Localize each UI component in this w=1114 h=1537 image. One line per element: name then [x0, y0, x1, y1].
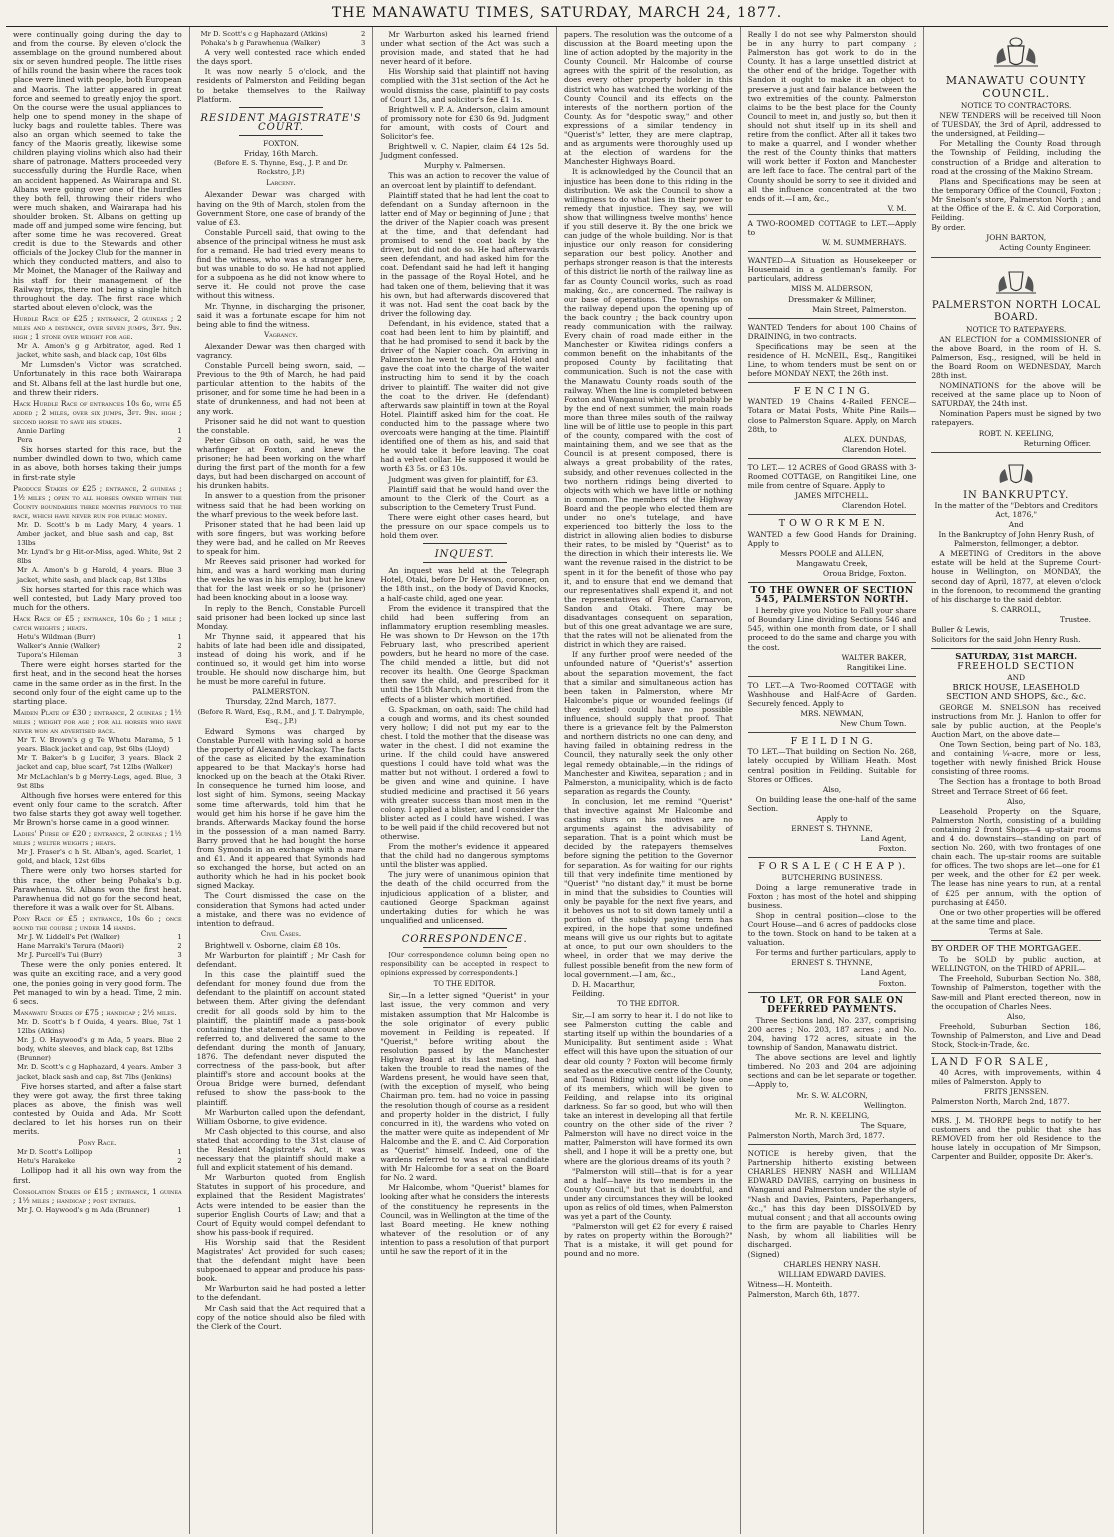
advert-fencing	[748, 382, 917, 458]
advert-to-let-acres	[748, 458, 917, 514]
column-2	[190, 27, 374, 1534]
article-text: Defendant, in his evidence, stated that a coat had been lent to him by plaintiff, and that he had promised to send it back by the driver of the Napier coach. On arriving in Palmerston he went to the Royal Hotel and gave the coat into the charge of the waiter instructing him to send it by the coach driver to plaintiff. The waiter did not give the coat to the driver. He (defendant) afterwards saw plaintiff in town at the Royal Hotel. Plaintiff asked him for the coat. He conducted him to the passage where two overcoats were hanging at the time. Plaintiff identified one of them as his, and said that he would take it before leaving. The coat had a velvet collar. He supposed it would be worth £3 5s. or £3 10s.	[380, 318, 549, 474]
race-title: Maiden Plate of £30 ; entrance, 2 guineas ; 1½ miles ; weight for age ; for all horses who have never won an advertised race.	[13, 707, 182, 736]
article-text: Edward Symons was charged by Constable Purcell with having sold a horse the property of Alexander Mackay. The facts of the case as elicited by the examination appeared to be that Mackay's horse had knocked up on the beach at the Otaki River. In consequence he turned him loose, and lost sight of him. Symons, seeing Mackay some time afterwards, told him that he would get him his horse if he gave him the brands. Afterwards Mackay found the horse in the possession of a man named Barry. Barry proved that he had bought the horse from Symonds in an exchange with a mare and £1. And it appeared that Symonds had so exchanged the horse, but acted on an authority which he had in his pocket book signed Mackay.	[196, 726, 366, 891]
letter-heading: TO THE EDITOR.	[617, 999, 680, 1008]
advert-signature: Buller & Lewis,	[931, 625, 990, 635]
advert-land-for-sale	[931, 1053, 1101, 1110]
race-entry: Mr McLachlan's b g Merry-Legs, aged. Blue, 9st 8lbs 3	[17, 772, 182, 790]
advert-text: NEW TENDERS will be received till Noon of TUESDAY, the 3rd of April, addressed to the undersigned, at Feilding—	[931, 111, 1101, 139]
advert-title: F E N C I N G.	[793, 386, 871, 398]
article-text: Mr Reeves said prisoner had worked for him, and was a hard working man during the weeks he was in his employ, but he knew that for the last week or so he (prisoner) had been knocking about in a loose way.	[196, 557, 366, 603]
race-entry: Mr J. Fraser's c h St. Alban's, aged. Scarlet, gold, and black, 12st 6lbs 1	[17, 848, 182, 866]
advert-signature: Mangawatu Creek,	[796, 558, 868, 568]
article-text: Mr Thynne said, it appeared that his habits of late had been idle and dissipated, instead of doing his work, and if he continued so, it would get him into worse trouble. He should now discharge him, but he must be more careful in future.	[196, 631, 366, 687]
race-entry: Mr J. Purcell's Tui (Burr) 3	[17, 951, 182, 960]
race-title: Manawatu Stakes of £75 ; handicap ; 2½ miles.	[13, 1007, 177, 1017]
race-entry: Annie Darling 1	[17, 427, 182, 436]
advert-text: One or two other properties will be offered at the same time and place.	[931, 907, 1101, 926]
advert-subtitle: BUTCHERING BUSINESS.	[781, 872, 883, 882]
advert-signature: MISS M. ALDERSON,	[791, 284, 873, 294]
coat-of-arms-icon	[931, 30, 1101, 74]
advert-subtitle: NOTICE TO RATEPAYERS.	[966, 324, 1067, 334]
article-text: Alexander Dewar was then charged with vagrancy.	[196, 341, 366, 360]
advert-text: WANTED 19 Chains 4-Railed FENCE—Totara or Matai Posts, White Pine Rails—close to Palmerston Square. Apply, on March 28th, to	[747, 397, 917, 434]
advert-text: Plans and Specifications may be seen at the temporary Office of the Council, Foxton ; Mr Snelson's store, Palmerston North ; and at the Office of the E. & C. Aid Corporation, Feilding.	[931, 176, 1101, 223]
advert-signature: ERNEST S. THYNNE,	[791, 824, 873, 834]
article-text: From the mother's evidence it appeared that the child had no dangerous symptoms until the blister was applied.	[380, 842, 549, 870]
advert-text: One Town Section, being part of No. 183, and containing ¼-acre, more or less, together with newly finished Brick House consisting of three rooms.	[931, 740, 1101, 777]
race-report-text: Six horses started for this race, but the number dwindled down to two, which came in as above, both horses taking their jumps in first-rate style	[13, 445, 182, 482]
article-text: Brightwell v. C. Napier, claim £4 12s 5d. Judgment confessed.	[380, 142, 549, 161]
advert-text: GEORGE M. SNELSON has received instructions from Mr. J. Hanlon to offer for sale by public auction, at the People's Auction Mart, on the above date—	[931, 702, 1101, 739]
advert-text: On building lease the one-half of the same Section.	[747, 794, 917, 813]
advert-text: Three Sections land, No. 237, comprising 200 acres ; No. 203, 187 acres ; and No. 204, having 172 acres, situate in the township of Sandon, Manawatu district.	[747, 1015, 917, 1053]
race-entry: Mr J. O. Haywood's g m Ada (Brunner) 1	[17, 1205, 182, 1214]
advert-subtitle: NOTICE TO CONTRACTORS.	[960, 101, 1072, 110]
divider	[423, 928, 507, 929]
race-title: Pony Race.	[78, 1138, 117, 1148]
article-text: Brightwell v. P. A. Anderson, claim amount of promissory note for £30 6s 9d. Judgment for amount, with costs of Court and Solicitor's fee.	[380, 104, 549, 142]
advert-text: The Section has a frontage to both Broad Street and Terrace Street of 66 feet.	[931, 777, 1101, 796]
advert-date: SATURDAY, 31st MARCH.	[955, 652, 1078, 663]
advert-text: A TWO-ROOMED COTTAGE to LET.—Apply to	[747, 218, 917, 237]
race-entry: Mr. D. Scott's c g Haphazard, 4 years. Amber jacket, black sash and cap, 8st 7lbs (Jenkins) 3	[17, 1063, 182, 1081]
article-text: Constable Purcell said, that owing to the absence of the principal witness he must ask for a remand. He had tried every means to find the witness, who was a stranger here, but was unable to do so. He had not applied for a subpoena as he did not know where to serve it. He could not prove the case without this witness.	[196, 227, 366, 301]
article-text: Mr Warburton said he had posted a letter to the defendant.	[196, 1284, 366, 1303]
article-text: The Court dismissed the case on the consideration that Symons had acted under a mistake, and there was no evidence of intention to defraud.	[196, 891, 366, 928]
case-type: Larceny.	[266, 179, 296, 188]
section-heading: INQUEST.	[434, 549, 495, 561]
article-text: Mr Warburton for plaintiff ; Mr Cash for defendant.	[196, 951, 366, 970]
advert-text: In the matter of the "Debtors and Creditors Act, 1876,"	[934, 500, 1098, 519]
advert-draining-tenders	[748, 318, 917, 383]
advert-signature: Messrs POOLE and ALLEN,	[779, 548, 885, 558]
advert-signature: Foxton.	[878, 978, 907, 988]
advert-signature: Wellington.	[863, 1100, 907, 1110]
advert-text: AN ELECTION for a COMMISSIONER of the above Board, in the room of H. S. Palmerson, Esq., resigned, will be held in the Board Room on WEDNESDAY, March 28th inst.	[931, 334, 1101, 380]
court-bench: (Before E. S. Thynne, Esq., J. P. and Dr. Rockstro, J.P.)	[214, 159, 348, 177]
article-text: G. Spackman, on oath, said: The child had a cough and worms, and its chest sounded very hollow; I did not put my ear to the chest. I told the mother that the disease was water in the chest. I did not examine the urine. If the child could have answered questions I could have told what was the matter but not without. I ordered a fowl to be given and wine and quinine. I have studied medicine and practised it 56 years with greater success than most men in the colony. I applied a blister, and I consider the blister acted as I could have wished. I was to be well paid if the child recovered but not otherwise.	[380, 704, 549, 841]
advert-text: TO LET.—A Two-Roomed COTTAGE with Washhouse and Half-Acre of Garden. Securely fenced. Apply to	[747, 680, 917, 708]
article-text: His Worship said that the Resident Magistrates' Act provided for such cases; that the defendant might have been subpoenaed to appear and produce his pass-book.	[196, 1237, 366, 1284]
race-entry: Mr D. Scott's c g Haphazard (Atkins) 2	[200, 30, 366, 38]
letter-text: "Palmerston will still—that is for a year and a half—have its two members in the County Council," but that is doubtful, and under any circumstances they will be looked upon as relics of old times, when Palmerston was yet a part of the County.	[564, 1166, 733, 1222]
letter-text: If any further proof were needed of the unfounded nature of "Querist's" assertion about the separation movement, the fact that a similar and simultaneous action has been taken in Palmerston, where Mr Halcombe's pique or wounded feelings (if they existed) could have no possible influence, should supply that proof. That there is a grievance felt by the Palmerston and northern districts no one can deny, and having failed in obtaining redress in the Council, they naturally seek the only other legal remedy obtainable,—in the ridings of Manchester and Kiwitea, separation ; and in Palmerston, a municipality, which is de facto separation as regards the County.	[564, 650, 733, 796]
section-heading: CORRESPONDENCE.	[401, 933, 528, 945]
race-title: Hack Hurdle Race of entrances 10s 6d, with £5 added ; 2 miles, over six jumps, 3ft. 9in. high ; second horse to save his stakes.	[13, 398, 182, 426]
advert-signature: The Square,	[860, 1120, 907, 1130]
letter-text: It is acknowledged by the Council that an injustice has been done to this riding in the distribution. We ask the Council to show a willingness to do what lies in their power to remedy that injustice. They say, we will show that willingness twelve months' hence if you still deserve it. By the one brick we can judge of the whole building. Nor is that injustice our only reason for considering separation our best policy. Another and perhaps stronger reason is that the interests of this district lie north of the railway line as far as County Council works, such as road making, &c., are concerned. The railway is our base of operations. The townships on the railway depend upon the opening up of the back country ; the back country upon ready communication with the railway. Every chain of road made either in the Manchester or Kiwitea ridings confers a common benefit on the inhabitants of the proposed County by facilitating that communication. Such is not the case with the Manawatu County roads south of the railway. When the line is completed between Foxton and Wanganui which will probably be by the end of next summer, the main roads more than three miles south of the railway line will be of little use to people in this part of the county, compared with the cost of maintaining them, and we see that as the Council is at present composed, there is always a great probability of the rates, subsidy, and other revenues collected in the two northern ridings being diverted to objects with which we have little or nothing in common. The members of the Highway Board and the people who elected them are under no one's tutelage, and have experienced too bitterly the loss to the district in allowing alien bodies to disburse their rates, to be misled by "Querist" as to the direction in which their interests lie. We want the revenue raised in the district to be spent in it for the benefit of those who pay it, and to ensure that end we demand that our representatives shall expend it, and not the representatives of Foxton, Carnarvon, Sandon and Otaki. There may be disadvantages consequent on separation, but of this one great advantage we are sure, that the rates will not be alienated from the district in which they are raised.	[564, 167, 733, 650]
letter-text: "Palmerston will get £2 for every £ raised by rates on property within the Borough?" That is a mistake, it will get pound for pound and no more.	[564, 1222, 733, 1259]
letter-heading: TO THE EDITOR.	[433, 980, 496, 989]
advert-signature: Land Agent,	[860, 834, 907, 844]
advert-workmen	[748, 514, 917, 582]
race-entry: Hetu's Harakeke 2	[17, 1157, 182, 1166]
article-text: From the evidence it transpired that the child had been suffering from an inflammatory eruption resembling measles. He was shown to Dr Hewson on the 17th February last, who prescribed aperient powders, but he heard no more of the case. The child mended a little, but did not recover its health. One George Spackman then saw the child, and prescribed for it until the 15th March, when it died from the effects of a blister which mortified.	[380, 603, 549, 704]
advert-text: Freehold, Suburban Section 186, Township of Palmerston, and Live and Dead Stock, Stock-in-Trade, &c.	[931, 1021, 1101, 1049]
column-1	[6, 27, 190, 1534]
race-entry: Mr A. Amon's g g Arbitrator, aged. Red jacket, white sash, and black cap, 10st 6lbs 1	[17, 342, 182, 360]
advert-signature: ERNEST S. THYNNE,	[791, 958, 873, 968]
advert-text: Also,	[1007, 1011, 1026, 1021]
advert-local-board	[931, 257, 1101, 452]
advert-butchering	[748, 857, 917, 991]
article-text: Alexander Dewar was charged with having on the 9th of March, stolen from the Government Store, one case of brandy of the value of £3.	[196, 190, 366, 227]
letter-text: Mr Halcombe, whom "Querist" blames for looking after what he considers the interests of the constituency he represents in the Council, was in Wellington at the time of the last Board meeting. He knew nothing whatever of the resolution or of any intention to pass a resolution of that purport until he saw the report of it in the	[380, 1183, 549, 1256]
divider	[423, 562, 507, 563]
advert-signature: Foxton.	[878, 844, 907, 854]
court-date: Thursday, 22nd March, 1877.	[225, 697, 337, 707]
advert-signature: FRITS JENSSEN.	[983, 1087, 1049, 1097]
advert-title: IN BANKRUPTCY.	[963, 489, 1070, 501]
advert-freehold-auction	[931, 648, 1101, 940]
section-heading: RESIDENT MAGISTRATE'S COURT.	[200, 112, 362, 133]
advert-mortgagee	[931, 940, 1101, 1053]
race-entry: Hane Marraki's Terura (Maori) 2	[17, 942, 182, 951]
article-text: In this case the plaintiff sued the defendant for money found due from the defendant to the plaintiff on account stated between them. After giving the defendant credit for all goods sold by him to the plaintiff, the plaintiff made a pass-book containing the statement of account above referred to, and delivered the same to the defendant during the month of January, 1876. The defendant never disputed the correctness of the pass-book, but after plaintiff's store and account books at the Oroua Bridge were burned, defendant refused to show the pass-book to the plaintiff.	[196, 970, 366, 1107]
article-text: In answer to a question from the prisoner witness said that he had been working on the wharf previous to the week before last.	[196, 491, 366, 519]
advert-signature: Mr. S. W. ALCORN,	[796, 1090, 868, 1100]
advert-text: Leasehold Property on the Square, Palmerston North, consisting of a building containing 2 front Shops—4 up-stair rooms and 4 do. downstairs—standing on part of section No. 260, with two frontages of one chain each. The up-stair rooms are suitable for offices. The two shops are let—one for £1 per week, and the other for £2 per week. The lease has nine years to run, at a rental of £25 per annum, with the option of purchasing at £450.	[931, 806, 1101, 907]
race-title: Produce Stakes of £25 ; entrance, 2 guineas ; 1½ miles ; open to all horses owned within the County boundaries three months previous to the race, which have never run for public money.	[13, 483, 182, 520]
race-report-text: Six horses started for this race which was well contested, but Lady Mary proved too much for the others.	[13, 584, 182, 612]
advert-signature: Trustee.	[1059, 614, 1091, 624]
advert-text: 40 Acres, with improvements, within 4 miles of Palmerston. Apply to	[931, 1068, 1101, 1087]
advert-text: Also,	[822, 784, 842, 794]
race-entry: Mr A. Amon's b g Harold, 4 years. Blue jacket, white sash, and black cap, 8st 13lbs 3	[17, 566, 182, 584]
advert-text: I hereby give you Notice to Fall your share of Boundary Line dividing Sections 546 and 545, within one month from date, or I shall proceed to do the same and charge you with the cost.	[747, 606, 917, 652]
advert-text: In the Bankruptcy of John Henry Rush, of Palmerston, fellmonger, a debtor.	[938, 530, 1094, 549]
advert-deferred-payments	[748, 992, 917, 1144]
race-entry: Mr. J. O. Haywood's g m Ada, 5 years. Blue body, white sleeves, and black cap, 8st 12lbs (Brunner) 2	[17, 1036, 182, 1063]
advert-signature: MRS. NEWMAN,	[800, 709, 864, 719]
advert-signature: Clarendon Hotel.	[841, 444, 907, 454]
advert-text: Terms at Sale.	[989, 926, 1044, 936]
race-title: Hurdle Race of £25 ; entrance, 2 guineas ; 2 miles and a distance, over seven jumps, 3ft. 9in. high ; 1 stone over weight for age.	[13, 313, 182, 342]
article-text: Mr Cash said that the Act required that a copy of the notice should also be filed with the Clerk of the Court.	[196, 1303, 366, 1331]
article-text: Mr Warburton asked his learned friend under what section of the Act was such a provision made, and stated that he had never heard of it before.	[380, 30, 549, 67]
advert-signature: S. CARROLL,	[991, 604, 1042, 614]
letter-text: papers. The resolution was the outcome of a discussion at the Board meeting upon the line of action adopted by the majority in the County Council. Mr Halcombe of course agrees with the spirit of the resolution, as does every other property holder in this district who has watched the working of the County Council and its effects on the interests of the northern portion of the County. As for "despotic sway," and other expressions of a similar tendency in "Querist's" letter, they are mere claptrap, and as arguments were thoroughly used up at the election of wardens for the Manchester Highways Board.	[564, 30, 733, 167]
advert-signature: W. M. SUMMERHAYS.	[822, 238, 907, 248]
advert-text: WANTED—A Situation as Housekeeper or Housemaid in a gentleman's family. For particulars, address	[747, 256, 917, 284]
advert-signature: Mr. R. N. KEELING,	[794, 1110, 870, 1120]
race-report-text: There were only two horses started for this race, the other being Pohaka's b.g. Parawhenua. St. Albans won the first heat. Parawhenua did not go for the second heat, therefore it was a walk over for St. Albans.	[13, 866, 182, 912]
advert-text: TO LET.— 12 ACRES of Good GRASS with 3-Roomed COTTAGE, on Rangitikei Line, one mile from centre of Square. Apply to	[747, 462, 917, 491]
letter-text: Sir,—In a letter signed "Querist" in your last issue, the very common and very mistaken assumption that Mr Halcombe is the sole originator of every public movement in Feilding is repeated. If "Querist," before writing about the resolution passed by the Manchester Highway Board at its last meeting, had taken the trouble to read the names of the Wardens present, he would have seen that, (with the exception of myself, who being Chairman pro. tem. had no voice in passing the resolution though of course as a resident and property holder in the district, I fully concurred in it), the wardens who voted on the matter were quite as independent of Mr Halcombe and the E. and C. Aid Corporation as "Querist" himself. Indeed, one of the wardens referred to was a rival candidate with Mr Halcombe for a seat on the Board for No. 2 ward.	[380, 991, 549, 1183]
race-report-text: There were eight horses started for the first heat, and in the second heat the horses came in the same order as in the first. In the second only four of the eight came up to the starting place.	[13, 660, 182, 706]
advert-title: BRICK HOUSE, LEASEHOLD SECTION AND SHOPS, &c., &c.	[946, 682, 1087, 702]
advert-text: For Metalling the County Road through the Township of Feilding, including the construction of a Bridge and alteration to road at the crossing of the Makino Stream.	[931, 139, 1101, 176]
coat-of-arms-icon	[931, 262, 1101, 300]
article-text: There were eight other cases heard, but the pressure on our space compels us to hold them over.	[380, 512, 549, 541]
advert-signature: JAMES MITCHELL.	[795, 491, 869, 501]
race-entry: Mr J. W. Liddell's Pet (Walker) 1	[17, 933, 182, 942]
article-text: Plaintiff stated that he had lent the coat to defendant on a Sunday afternoon in the latter end of May or beginning of June ; that the driver of the Napier coach was present at the time, and that defendant had promised to send the coat back by the driver, but did not do so. He had afterwards seen defendant, and had asked him for the coat. Defendant said he had left it hanging in the passage of the Royal Hotel, and he had taken one of them, believing that it was his own, but had afterwards discovered that it was not. Had sent the coat back by the driver the following day.	[380, 190, 549, 318]
advert-text: (Signed)	[747, 1250, 780, 1260]
divider	[239, 135, 323, 136]
advert-feilding	[748, 732, 917, 857]
advert-text: The above sections are level and lightly timbered. No 203 and 204 are adjoining sections and can be let separate or together.—Apply to,	[747, 1053, 917, 1090]
race-report-text: Mr Lumsden's Victor was scratched. Unfortunately in this race both Wairarapa and St. Albans fell at the last hurdle but one, and threw their riders.	[13, 360, 182, 397]
advert-text: Also,	[1007, 796, 1026, 806]
advert-signature: JOHN BARTON,	[986, 233, 1047, 243]
article-text: Mr Warburton quoted from English Statutes in support of his procedure, and explained that the Resident Magistrates' Acts were intended to be easier than the superior English Courts of Law; and that a Court of Equity would compel defendant to show his pass-book if required.	[196, 1173, 366, 1237]
article-text: A very well contested race which ended the days sport.	[196, 48, 366, 67]
article-text: Plaintiff said that he would hand over the amount to the Clerk of the Court as a subscription to the Cemetery Trust Fund.	[380, 484, 549, 512]
advert-title: F E I L D I N G.	[790, 736, 874, 748]
court-bench: (Before R. Ward, Esq., R.M., and J. T. Dalrymple, Esq., J.P.)	[197, 707, 365, 725]
advert-bankruptcy	[931, 452, 1101, 649]
advert-text: The Freehold, Suburban Section No. 388, Township of Palmerston, together with the Saw-mill and Plant erected thereon, now in the occupation of Charles Nees.	[931, 974, 1101, 1011]
race-title: Ladies' Purse of £20 ; entrance, 2 guineas ; 1½ miles ; welter weights ; heats.	[13, 829, 182, 848]
advert-title: FREEHOLD SECTION	[957, 662, 1076, 673]
advert-signature: Witness—H. Monteith.	[747, 1280, 833, 1290]
advert-signature: Main Street, Palmerston.	[812, 304, 907, 314]
advert-signature: Solicitors for the said John Henry Rush.	[931, 635, 1081, 645]
advert-text: A MEETING of Creditors in the above estate will be held at the Supreme Court-house in Wellington, on MONDAY, the second day of April, 1877, at eleven o'clock in the forenoon, to recommend the granting of his discharge to the said debtor.	[931, 549, 1101, 604]
advert-signature: ROBT. N. KEELING,	[978, 428, 1054, 438]
article-text: It was now nearly 5 o'clock, and the residents of Palmerston and Feilding began to betake themselves to the Railway Platform.	[196, 67, 366, 104]
advert-title: F O R S A L E ( C H E A P ).	[758, 861, 906, 873]
article-text: Mr Cash objected to this course, and also stated that according to the 31st clause of the Resident Magistrate's Act, it was necessary that the plaintiff should make a full and explicit statement of his demand.	[196, 1126, 366, 1173]
letter-text: Sir,—I am sorry to hear it. I do not like to see Palmerston cutting the cable and starting itself up within the boundaries of a Municipality. But sentiment aside : What effect will this have upon the situation of our dear old county ? Foxton will become firmly seated as the executive centre of the County, and Taonui Riding will most likely lose one of its members, which will be given to Feilding, and relapse into its original darkness. So far so good, but who will then take an interest in developing all that fertile country on the other side of the river ? Palmerston will have no direct voice in the matter, Palmerston will have formed its own shell, and I hope it will be a pretty one, but where are the glorious dreams of its youth ?	[564, 1011, 733, 1166]
advert-text: Shop in central position—close to the Court House—and 6 acres of paddocks close to the town. Stock on hand to be taken at a valuation.	[747, 910, 917, 948]
advert-text: Doing a large remunerative trade in Foxton ; has most of the hotel and shipping business.	[747, 882, 917, 910]
race-report-text: Although five horses were entered for this event only four came to the scratch. After two false starts they got away well together. Mr Brown's horse came in a good winner.	[13, 790, 182, 827]
masthead-title: THE MANAWATU TIMES, SATURDAY, MARCH 24, 1877.	[331, 5, 783, 21]
advert-county-council	[931, 74, 1101, 257]
advert-signature: WALTER BAKER,	[841, 652, 907, 662]
advert-text: Nomination Papers must be signed by two ratepayers.	[931, 409, 1101, 428]
case-title: Murphy v. Palmersen.	[423, 161, 506, 171]
race-entry: Hetu's Wildman (Burr) 1	[17, 633, 182, 642]
race-report-text: Lollipop had it all his own way from the first.	[13, 1166, 182, 1185]
masthead	[6, 0, 1108, 27]
article-text: Brightwell v. Osborne, claim £8 10s.	[204, 940, 341, 950]
race-title: Consolation Stakes of £15 ; entrance, 1 guinea ; 1½ miles ; handicap ; post entries.	[13, 1186, 182, 1205]
advert-text: NOMINATIONS for the above will be received at the same place up to Noon of SATURDAY, the 24th inst.	[931, 381, 1101, 409]
advert-title: T O W O R K M E N.	[778, 518, 886, 530]
race-entry: Mr. Lynd's br g Hit-or-Miss, aged. White, 9st 8lbs 2	[17, 548, 182, 566]
case-type: Civil Cases.	[260, 929, 302, 938]
advert-title: TO THE OWNER OF SECTION 545, PALMERSTON NORTH.	[750, 585, 914, 606]
place-heading: FOXTON.	[263, 138, 299, 148]
advert-signature: Palmerston North, March 2nd, 1877.	[931, 1097, 1070, 1107]
advert-situation	[748, 251, 917, 318]
column-6	[924, 27, 1108, 1534]
article-text: Mr. Thynne, in discharging the prisoner, said it was a fortunate escape for him not being able to find the witness.	[196, 301, 366, 329]
advert-signature: Clarendon Hotel.	[841, 501, 907, 511]
advert-text: NOTICE is hereby given, that the Partnership hitherto existing between CHARLES HENRY NASH and WILLIAM EDWARD DAVIES, carrying on business in Wanganui and Palmerston under the style of "Nash and Davies, Painters, Paperhangers, &c.," has this day been DISSOLVED by mutual consent ; and that all accounts owing to the firm are payable to Charles Henry Nash, by whom all liabilities will be discharged.	[747, 1149, 917, 1249]
article-text: Judgment was given for plaintiff, for £3.	[388, 474, 539, 484]
advert-cottage	[748, 214, 917, 251]
case-type: Vagrancy.	[264, 330, 298, 339]
advert-signature: Rangitikei Line.	[846, 662, 907, 672]
race-entry: Pohaka's b g Parawhenua (Walker) 3	[200, 39, 366, 48]
race-title: Hack Race of £5 ; entrance, 10s 6d ; 1 mile ; catch weights ; heats.	[13, 613, 182, 632]
place-heading: PALMERSTON.	[252, 687, 310, 697]
article-text: This was an action to recover the value of an overcoat lent by plaintiff to defendant.	[380, 171, 549, 190]
advert-text: WANTED a few Good Hands for Draining. Apply to	[747, 529, 917, 548]
article-text: Mr Warburton called upon the defendant, William Osborne, to give evidence.	[196, 1107, 366, 1126]
advert-text: By order.	[931, 223, 966, 233]
race-entry: Mr T. V. Brown's g g Te Whetu Marama, 5 years. Black jacket and cap, 9st 6lbs (Lloyd) 1	[17, 736, 182, 754]
newspaper-page	[6, 27, 1108, 1534]
race-entry: Mr D. Scott's Lollipop 1	[17, 1148, 182, 1157]
advert-signature: ALEX. DUNDAS,	[843, 434, 907, 444]
column-3	[373, 27, 557, 1534]
letter-signature: V. M.	[887, 203, 907, 213]
advert-text: Specifications may be seen at the residence of H. McNEIL, Esq., Rangitikei Line, to whom tenders must be sent on or before MONDAY NEXT, the 26th inst.	[747, 341, 917, 379]
article-text: Prisoner stated that he had been laid up with sore fingers, but was working before they were bad, and he called on Mr Reeves to speak for him.	[196, 519, 366, 556]
article-text: In reply to the Bench, Constable Purcell said prisoner had been locked up since last Monday.	[196, 603, 366, 631]
advert-signature: New Chum Town.	[840, 719, 907, 729]
article-text: Constable Purcell being sworn, said, —Previous to the 9th of March, he had paid particular attention to the habits of the prisoner, and for some time he had been in a state of drunkenness, and had not been at any work.	[196, 361, 366, 416]
letter-signature-place: Feilding.	[572, 988, 605, 998]
advert-signature: Returning Officer.	[1023, 438, 1091, 448]
advert-text: TO LET.—That building on Section No. 268, lately occupied by William Heath. Most central position in Feilding. Suitable for Stores or Offices.	[747, 747, 917, 784]
advert-signature: WILLIAM EDWARD DAVIES.	[778, 1270, 886, 1280]
advert-signature: Land Agent,	[860, 968, 907, 978]
divider	[423, 947, 507, 948]
advert-text: AND	[1007, 673, 1026, 683]
advert-partnership-notice	[748, 1144, 917, 1304]
article-text: Prisoner said he did not want to question the constable.	[196, 416, 366, 435]
advert-title: MANAWATU COUNTY COUNCIL.	[945, 74, 1087, 100]
divider	[239, 107, 323, 108]
article-text: His Worship said that plaintiff not having complied with the 31st section of the Act he would dismiss the case, plaintiff to pay costs of Court 13s, and solicitor's fee £1 1s.	[380, 67, 549, 104]
advert-title: LAND FOR SALE,	[931, 1057, 1051, 1069]
advert-title: TO LET, OR FOR SALE ON DEFERRED PAYMENTS.	[760, 995, 904, 1015]
advert-text: To be SOLD by public auction, at WELLINGTON, on the THIRD of APRIL—	[931, 955, 1101, 974]
coat-of-arms-icon	[931, 457, 1101, 491]
race-report-text: These were the only ponies entered. It was quite an exciting race, and a very good one, the ponies going in very good form. The Pet managed to win by a head. Time, 2 min. 6 secs.	[13, 960, 182, 1006]
advert-text: And	[1008, 520, 1024, 529]
advert-signature: Oroua Bridge, Foxton.	[823, 568, 907, 578]
divider	[423, 543, 507, 544]
advert-cottage-washhouse	[748, 676, 917, 732]
race-entry: Tupora's Hileman 3	[17, 651, 182, 660]
column-5	[741, 27, 925, 1534]
editor-note: [Our correspondence column being open no responsibility can be accepted in respect to opinions expressed by correspondents.]	[380, 951, 549, 978]
article-text: An inquest was held at the Telegraph Hotel, Otaki, before Dr Hewson, coroner, on the 18th inst., on the body of David Knocks, a half-caste child, aged one year.	[380, 566, 549, 603]
advert-text: WANTED Tenders for about 100 Chains of DRAINING, in two contracts.	[747, 322, 917, 341]
court-date: Friday, 16th March.	[243, 149, 319, 159]
race-entry: Mr. D. Scott's b m Lady Mary, 4 years. Amber jacket, and blue sash and cap, 8st 13lbs 1	[17, 520, 182, 548]
advert-title: PALMERSTON NORTH LOCAL BOARD.	[931, 299, 1101, 323]
letter-text: In conclusion, let me remind "Querist" that invective against Mr Halcombe and casting slurs on his motives are no arguments against the advisability of separation. That is a point which must be decided by the ratepayers themselves before signing the petition to the Governor for separation. As for waiting for our rights till that very indefinite time mentioned by "Querist" "no distant day," it must be borne in mind that the subsidies to Counties will only be payable for the next five years, and it behoves us not to sit down tamely until a portion of the subsidy paying term has expired, in the hope that some undefined means will give us our rights but to agitate at once, to put our own shoulders to the wheel, in order that we may derive the fullest possible benefit from the new form of local government.—I am, &c.,	[564, 796, 733, 979]
advert-thorpe-removal	[931, 1111, 1101, 1165]
race-title: Pony Race of £5 ; entrance, 10s 6d ; once round the course ; under 14 hands.	[13, 913, 182, 932]
race-entry: Walker's Annie (Walker) 2	[17, 642, 182, 651]
advert-text: Apply to	[816, 814, 848, 824]
advert-text: MRS. J. M. THORPE begs to notify to her customers and the public that she has REMOVED from her old Residence to the house lately in occupation of Mr Simpson, Carpenter and Builder, opposite Dr. Aker's.	[931, 1115, 1101, 1161]
column-4	[557, 27, 741, 1534]
advert-section-545	[748, 582, 917, 676]
race-entry: Pera 2	[17, 436, 182, 445]
letter-text: Really I do not see why Palmerston should be in any hurry to part company ; Palmerston has got work to do in the County. It has a large unsettled district at the other end of the bridge. Together with Sandon it ought to make it an object to preserve a just and fair balance between the two extremities of the county. Palmerston claims to be the best place for the County Council to meet in, and justly so, but then it should not shut itself up in its shell and retire from the conflict. After all it takes two to make a quarrel, and I wonder whether the rest of the County thinks that matters will work better if Foxton and Manchester are left face to face. The central part of the County should be sorry to see it divided and all the influence concentrated at the two ends of it.—I am, &c.,	[747, 30, 917, 203]
article-text: Peter Gibson on oath, said, he was the wharfinger at Foxton, and knew the prisoner; he had been working on the wharf during the first part of the month for a few days, but had been discharged on account of his drunken habits.	[196, 435, 366, 491]
advert-signature: Palmerston North, March 3rd, 1877.	[747, 1130, 885, 1140]
race-report-text: Five horses started, and after a false start they were got away, the first three taking places as above, the finish was well contested by Ouida and Ada. Mr Scott declared to let his horses run on their merits.	[13, 1081, 182, 1137]
advert-signature: Palmerston, March 6th, 1877.	[747, 1290, 860, 1300]
article-text: The jury were of unanimous opinion that the death of the child occurred from the injudicious application of a blister, and cautioned George Spackman against undertaking duties for which he was unqualified and unlicensed.	[380, 870, 549, 925]
race-entry: Mr. D. Scott's b f Ouida, 4 years. Blue, 7st 12lbs (Atkins) 1	[17, 1017, 182, 1036]
advert-signature: CHARLES HENRY NASH.	[783, 1260, 881, 1270]
advert-text: For terms and further particulars, apply to	[755, 948, 916, 958]
advert-signature: Acting County Engineer.	[999, 243, 1091, 253]
race-entry: Mr T. Baker's b g Lucifer, 3 years. Black jacket and cap, blue scarf, 7st 12lbs (Walker) 2	[17, 754, 182, 772]
advert-title: BY ORDER OF THE MORTGAGEE.	[931, 944, 1082, 955]
letter-signature: D. H. Macarthur,	[572, 979, 636, 989]
advert-signature: Dressmaker & Milliner,	[788, 294, 876, 304]
race-report-text: were continually going during the day to and from the course. By eleven o'clock the assemblage on the ground numbered about six or seven hundred people. The little rises of hills round the basin where the races took place were lined with people, both European and Maoris. The latter appeared in great force and seemed to greatly enjoy the sport. On the course were the usual appliances to help one to spend money in the shape of lucky bags and roulette tables. There was also an organ which seemed to take the fancy of the Maoris greatly, likewise some children playing violins which also had their share of patronage. Matters proceeded very successfully during the Hurdle Race, when an accident happened. As Wairarapa and St. Albans were going over one of the hurdles they both fell, throwing their riders who were much shaken, and Wairarapa had his shoulder broken. St. Albans on getting up made off and jumped some wire fencing, but after some time he was recovered. Great credit is due to the Stewards and other officials of the Jockey Club for the manner in which they conducted matters, and also to Mr Moinet, the Manager of the Railway and his staff for their management of the Railway trips, there not being a single hitch throughout the day. The first race which started about eleven o'clock, was the	[13, 30, 182, 312]
